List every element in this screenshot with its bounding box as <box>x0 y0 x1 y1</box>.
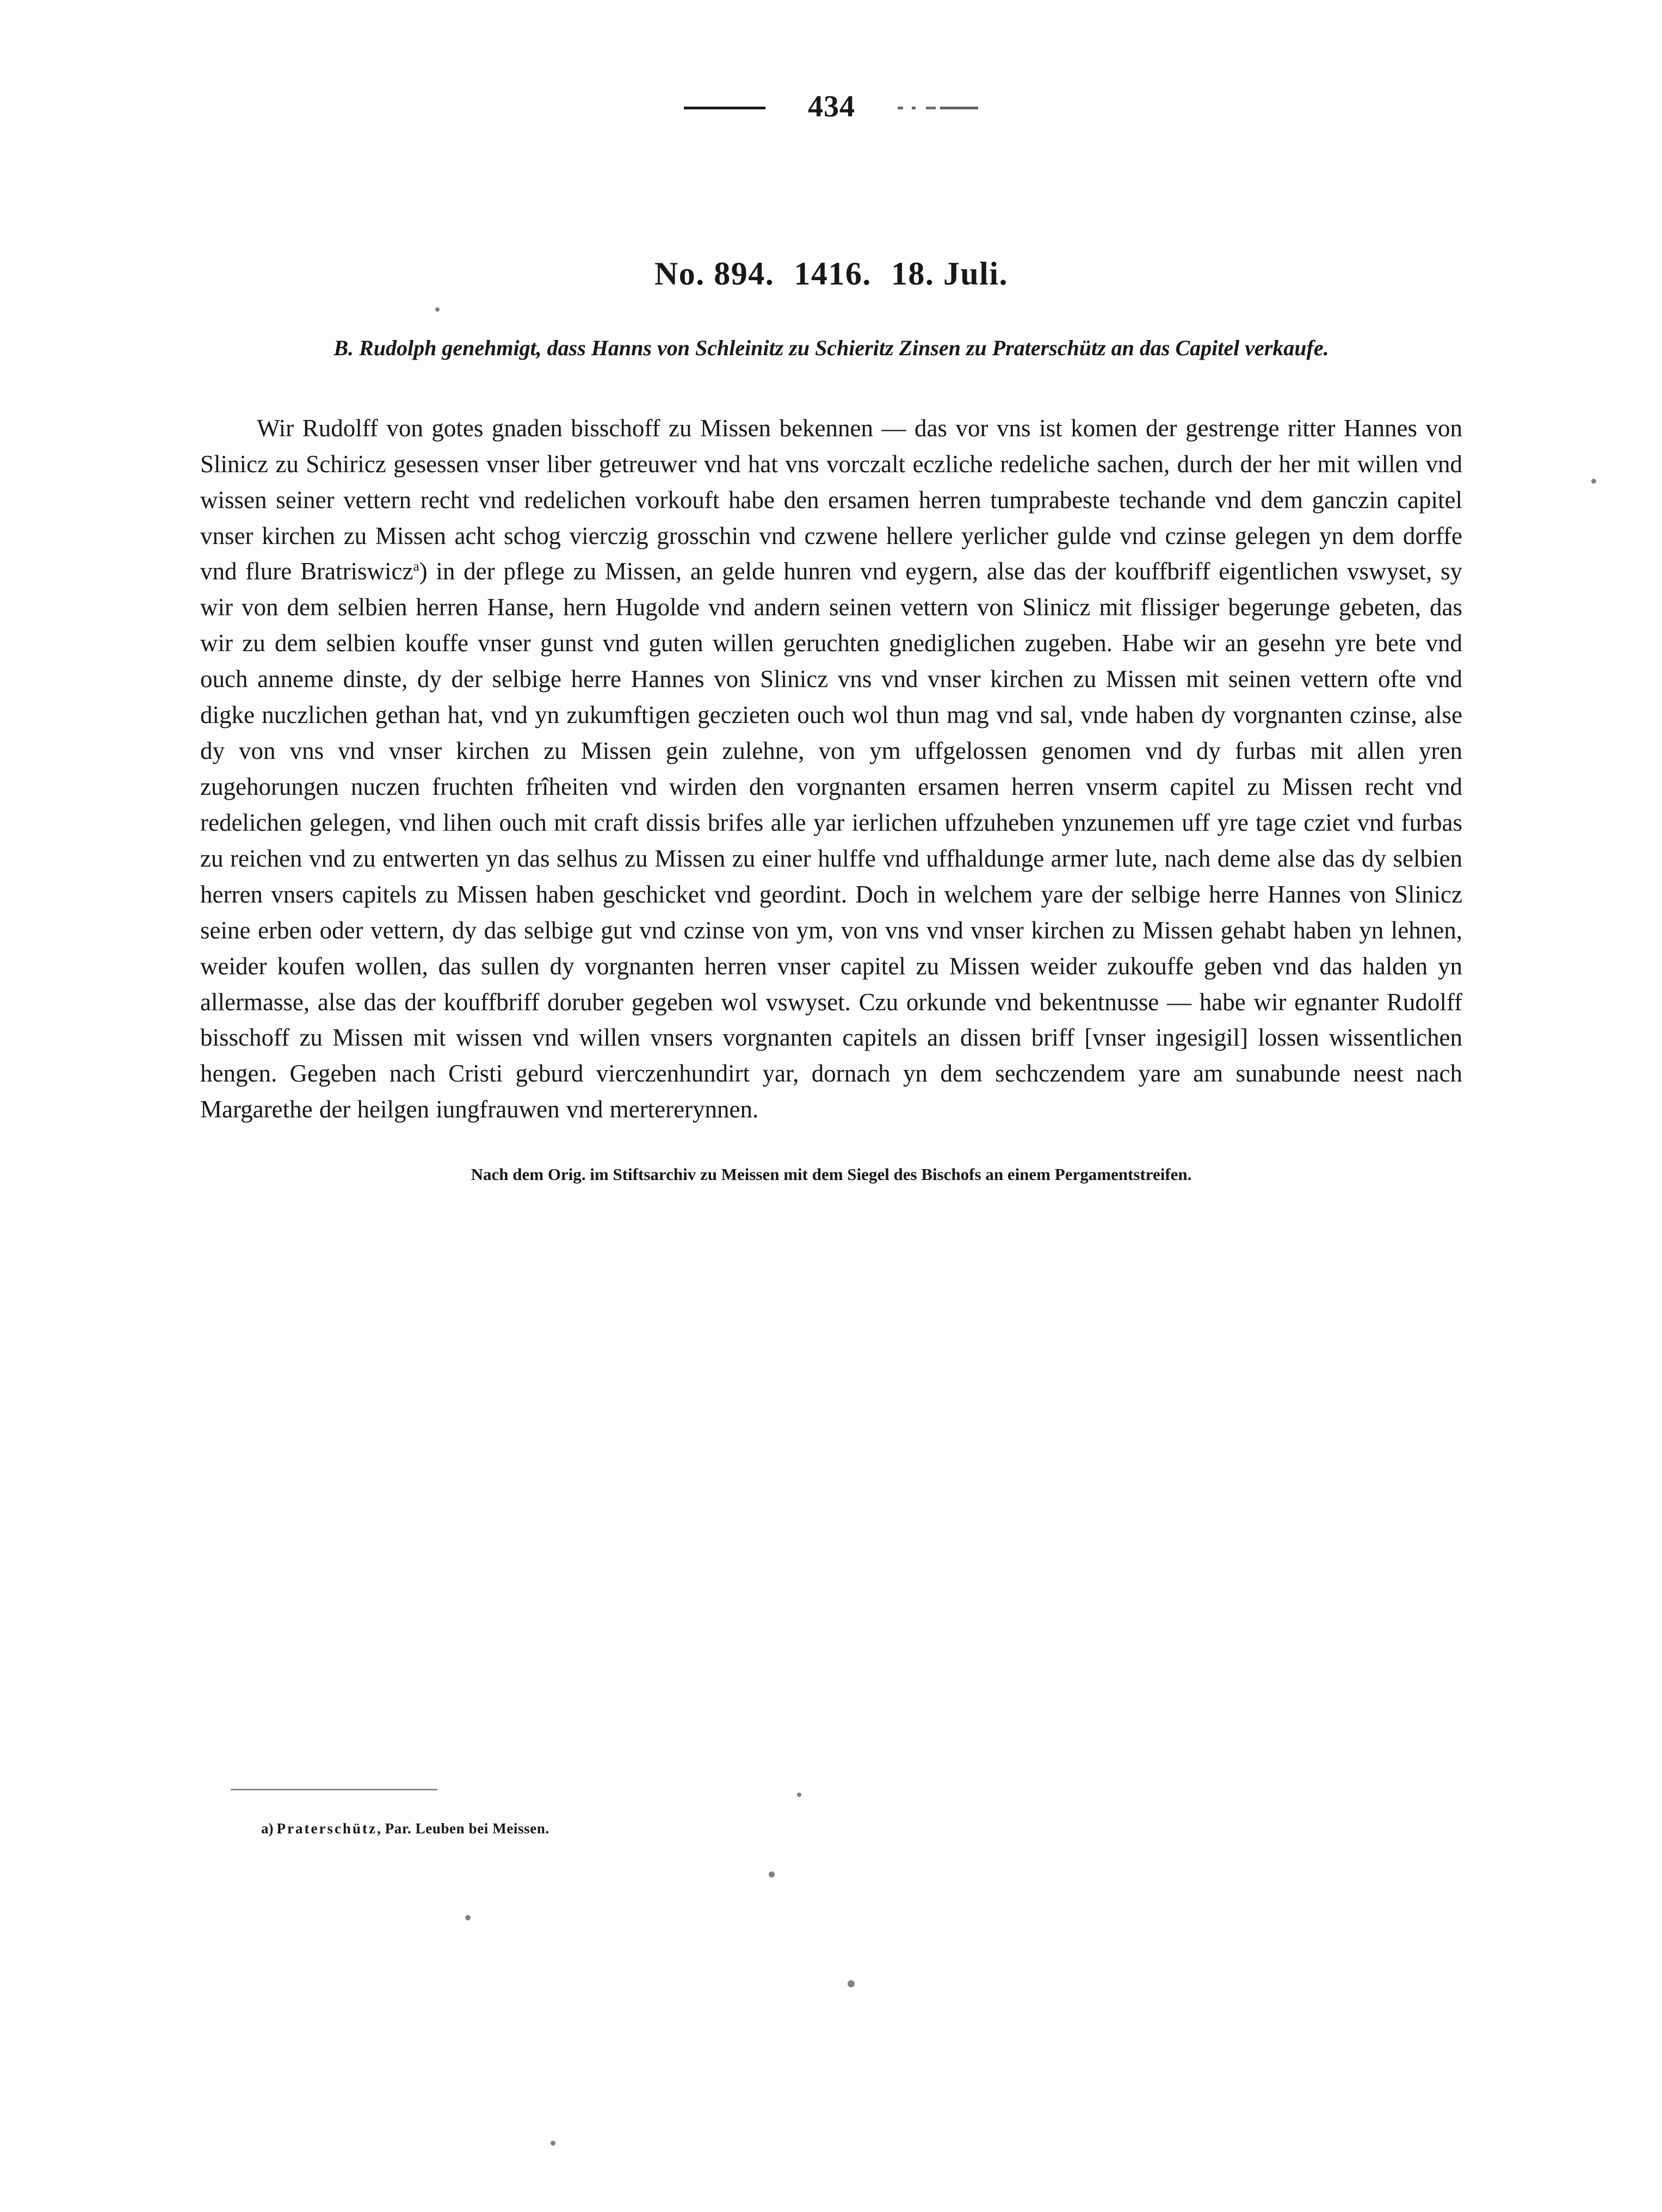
document-year: 1416. <box>794 256 872 292</box>
document-heading <box>200 256 1462 292</box>
charter-text-part-one: Wir Rudolff von gotes gnaden bisschoff zu Missen bekennen — das vor vns ist komen der gestrenge ritter Hannes von Slinicz zu Schiricz gesessen vnser liber getreuwer vnd hat vns vorczalt eczliche redeliche sachen, durch der her mit willen vnd wissen seiner vettern recht vnd redelichen vorkouft habe den ersamen herren tumprabeste techande vnd dem ganczin capitel vnser kirchen zu Missen acht schog vierczig grosschin vnd czwene hellere yerlicher gulde vnd czinse gelegen yn dem dorffe vnd flure Bratriswicz <box>200 414 1462 585</box>
source-note: Nach dem Orig. im Stiftsarchiv zu Meissen mit dem Siegel des Bischofs an einem Pergamentstreifen. <box>471 1165 1192 1184</box>
footnote-entry <box>261 1819 1462 1838</box>
footnote-block <box>200 1789 1462 1838</box>
document-date: 18. Juli. <box>891 256 1009 292</box>
page-number: 434 <box>808 90 855 123</box>
header-rule-left <box>684 107 765 109</box>
footnote-marker: a) <box>261 1820 274 1837</box>
scan-speck <box>435 307 440 312</box>
footnote-separator-rule <box>231 1789 437 1790</box>
running-head <box>0 92 1662 123</box>
document-number: No. 894. <box>654 256 775 292</box>
scan-speck <box>465 1915 471 1920</box>
header-rule-right <box>898 107 978 109</box>
footnote-reference-marker: a <box>413 559 419 574</box>
scan-speck <box>769 1871 775 1877</box>
scan-speck <box>1591 479 1596 484</box>
footnote-placename: Praterschütz <box>276 1820 377 1837</box>
footnote-text: , Par. Leuben bei Meissen. <box>376 1820 549 1837</box>
scan-speck <box>848 1980 855 1987</box>
scan-speck <box>797 1793 801 1797</box>
content-column <box>200 256 1462 1187</box>
charter-text-part-two: ) in der pflege zu Missen, an gelde hunren vnd eygern, alse das der kouffbriff eigentlichen vswyset, sy wir von dem selbien herren Hanse, hern Hugolde vnd andern seinen vettern von Slinicz mit flissiger begerunge gebeten, das wir zu dem selbien kouffe vnser gunst vnd guten willen geruchten gnediglichen zugeben. Habe wir an gesehn yre bete vnd ouch anneme dinste, dy der selbige herre Hannes von Slinicz vns vnd vnser kirchen zu Missen mit seinen vettern ofte vnd digke nuczlichen gethan hat, vnd yn zukumftigen geczieten ouch wol thun mag vnd sal, vnde haben dy vorgnanten czinse, alse dy von vns vnd vnser kirchen zu Missen gein zulehne, von ym uffgelossen genomen vnd dy furbas mit allen yren zugehorungen nuczen fruchten frîheiten vnd wirden den vorgnanten ersamen herren vnserm capitel zu Missen recht vnd redelichen gelegen, vnd lihen ouch mit craft dissis brifes alle yar ierlichen uffzuheben ynzunemen uff yre tage cziet vnd furbas zu reichen vnd zu entwerten yn das selhus zu Missen zu einer hulffe vnd uffhaldunge armer lute, nach deme alse das dy selbien herren vnsers capitels zu Missen haben geschicket vnd geordint. Doch in welchem yare der selbige herre Hannes von Slinicz seine erben oder vettern, dy das selbige gut vnd czinse von ym, von vns vnd vnser kirchen zu Missen gehabt haben yn lehnen, weider koufen wollen, das sullen dy vorgnanten herren vnser capitel zu Missen weider zukouffe geben vnd das halden yn allermasse, alse das der kouffbriff doruber gegeben wol vswyset. Czu orkunde vnd bekentnusse — habe wir egnanter Rudolff bisschoff zu Missen mit wissen vnd willen vnsers vorgnanten capitels an dissen briff [vnser ingesigil] lossen wissentlichen hengen. Gegeben nach Cristi geburd vierczenhundirt yar, dornach yn dem sechczendem yare am sunabunde neest nach Margarethe der heilgen iungfrauwen vnd mertererynnen. <box>200 558 1462 1123</box>
charter-body <box>200 411 1462 1128</box>
document-regest: B. Rudolph genehmigt, dass Hanns von Schleinitz zu Schieritz Zinsen zu Praterschütz an das Capitel verkaufe. <box>333 336 1329 360</box>
scan-speck <box>551 2141 555 2146</box>
